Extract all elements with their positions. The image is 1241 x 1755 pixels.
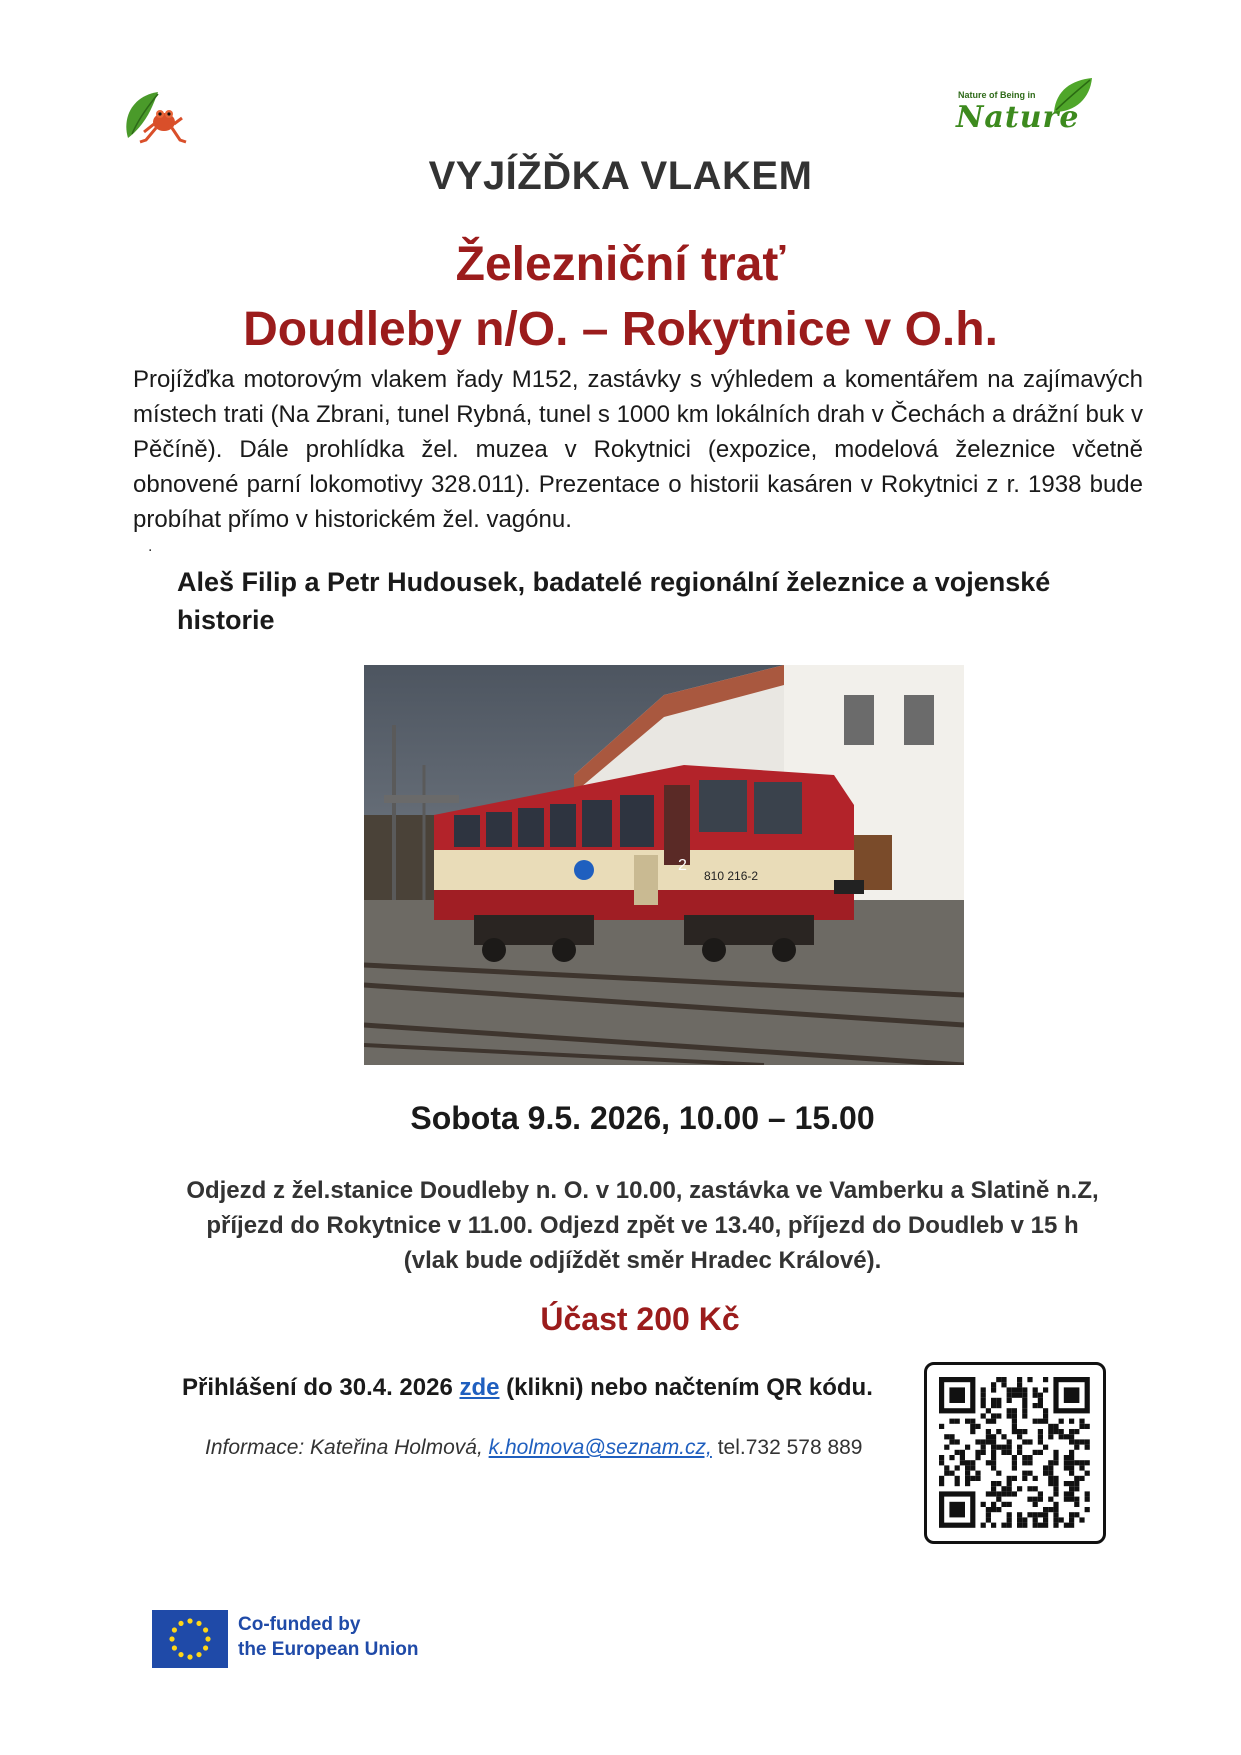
travel-line-1: Odjezd z žel.stanice Doudleby n. O. v 10.00, zastávka ve Vamberku a Slatině n.Z, <box>186 1177 1099 1204</box>
travel-line-2: příjezd do Rokytnice v 11.00. Odjezd zpět ve 13.40, příjezd do Doudleb v 15 h <box>206 1212 1079 1239</box>
qr-code[interactable] <box>924 1362 1106 1544</box>
travel-info <box>0 1173 1241 1278</box>
logo-wordmark: Nature <box>956 100 1080 135</box>
title-line-2: Doudleby n/O. – Rokytnice v O.h. <box>243 303 998 356</box>
description: Projížďka motorovým vlakem řady M152, zastávky s výhledem a komentářem na zajímavých místech trati (Na Zbrani, tunel Rybná, tunel s 1000 km lokálních drah v Čechách a drážní buk v Pěčíně). Dále prohlídka žel. muzea v Rokytnici (expozice, modelová železnice včetně obnovené parní lokomotivy 328.011). Prezentace o historii kasáren v Rokytnici z r. 1938 bude probíhat přímo v historickém žel. vagónu. <box>133 366 1143 533</box>
speakers: Aleš Filip a Petr Hudousek, badatelé regionální železnice a vojenské historie <box>177 567 1051 635</box>
contact-info <box>205 1436 863 1460</box>
separator-dot: . <box>148 538 153 555</box>
contact-phone: tel.732 578 889 <box>711 1436 863 1459</box>
car-class-label: 2 <box>678 857 687 874</box>
contact-email-link[interactable]: k.holmova@seznam.cz, <box>488 1436 712 1459</box>
signup-link[interactable]: zde <box>459 1374 500 1401</box>
eu-flag-icon <box>152 1610 228 1668</box>
car-number-label: 810 216-2 <box>704 869 759 883</box>
logo-tagline: Nature of Being in <box>958 90 1036 100</box>
train-photo <box>364 665 964 1065</box>
eu-line-2: the European Union <box>238 1639 419 1660</box>
frog-logo <box>118 88 188 150</box>
travel-line-3: (vlak bude odjíždět směr Hradec Králové). <box>403 1247 882 1274</box>
nature-of-being-logo <box>950 72 1090 142</box>
signup-after: (klikni) nebo načtením QR kódu. <box>499 1374 873 1401</box>
signup-text <box>182 1374 873 1402</box>
eu-cofunded-text <box>238 1612 419 1662</box>
qr-code-icon <box>927 1365 1103 1541</box>
signup-before: Přihlášení do 30.4. 2026 <box>182 1374 460 1401</box>
contact-label: Informace: Kateřina Holmová, <box>205 1436 489 1459</box>
eu-line-1: Co-funded by <box>238 1614 361 1635</box>
title-line-1: Železniční trať <box>455 238 786 291</box>
headline: VYJÍŽĎKA VLAKEM <box>428 154 813 198</box>
price: Účast 200 Kč <box>540 1301 740 1337</box>
event-date: Sobota 9.5. 2026, 10.00 – 15.00 <box>410 1100 875 1136</box>
